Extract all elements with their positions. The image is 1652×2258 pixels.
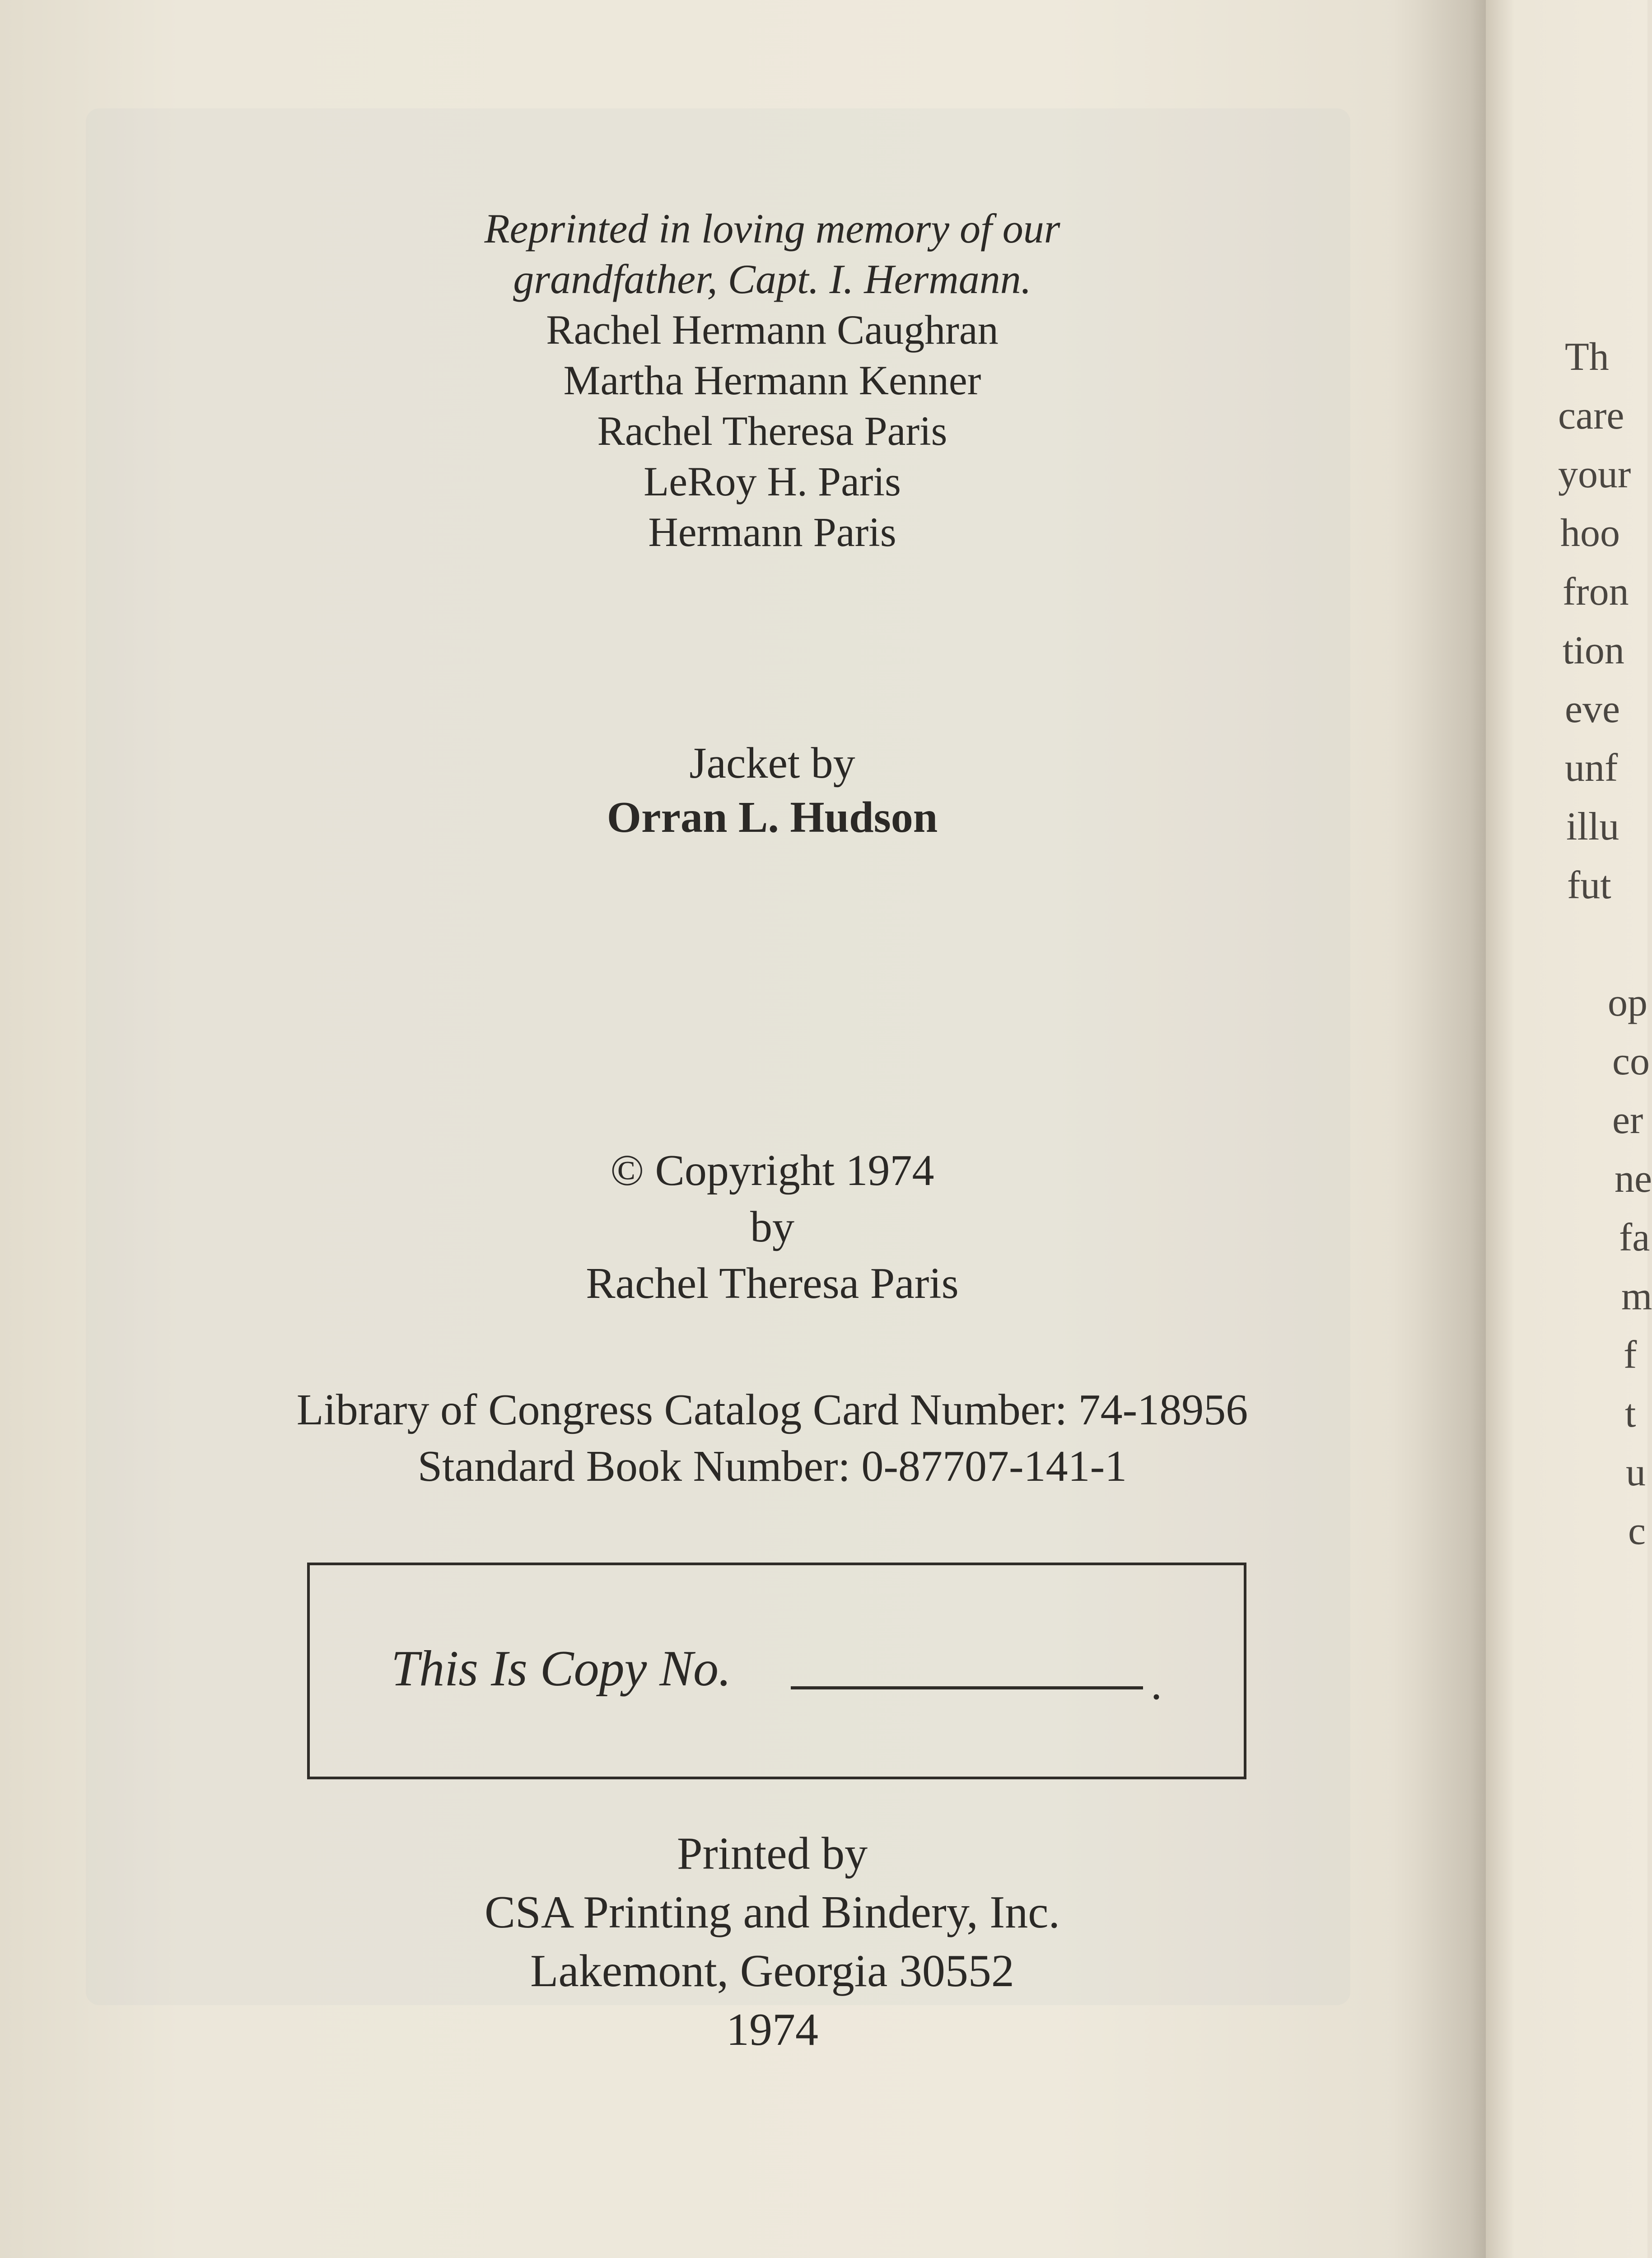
sbn-line: Standard Book Number: 0-87707-141-1 <box>417 1442 1127 1491</box>
printer-name: CSA Printing and Bindery, Inc. <box>484 1887 1060 1938</box>
adjacent-text-fragment: m <box>1621 1274 1652 1318</box>
jacket-label: Jacket by <box>689 739 855 788</box>
catalog-info <box>0 1382 1545 1495</box>
adjacent-text-fragment: care <box>1558 394 1624 438</box>
copyright-line-3: Rachel Theresa Paris <box>586 1259 959 1308</box>
copy-number-blank <box>791 1686 1143 1689</box>
adjacent-text-fragment: fa <box>1619 1216 1650 1260</box>
adjacent-text-fragment: t <box>1625 1392 1636 1436</box>
copyright-notice <box>0 1143 1545 1312</box>
dedication-line-1: Reprinted in loving memory of our <box>484 205 1060 252</box>
dedication-block <box>0 203 1545 557</box>
adjacent-text-fragment: illu <box>1566 805 1619 849</box>
adjacent-text-fragment: tion <box>1563 629 1624 672</box>
printer-label: Printed by <box>677 1828 868 1879</box>
dedication-name: Martha Hermann Kenner <box>563 357 981 403</box>
adjacent-text-fragment: hoo <box>1560 511 1620 555</box>
adjacent-text-fragment: co <box>1612 1040 1650 1083</box>
adjacent-text-fragment: unf <box>1565 746 1618 790</box>
adjacent-text-fragment: fut <box>1567 863 1611 907</box>
adjacent-text-fragment: er <box>1612 1098 1643 1142</box>
dedication-name: Rachel Hermann Caughran <box>546 307 999 353</box>
copyright-line-1: © Copyright 1974 <box>610 1146 934 1195</box>
adjacent-text-fragment: f <box>1624 1333 1637 1377</box>
dedication-line-2: grandfather, Capt. I. Hermann. <box>513 256 1031 302</box>
dedication-name: LeRoy H. Paris <box>644 458 901 504</box>
printer-location: Lakemont, Georgia 30552 <box>530 1945 1014 1997</box>
dedication-name: Hermann Paris <box>648 509 896 555</box>
copyright-line-2: by <box>750 1203 794 1251</box>
adjacent-text-fragment: fron <box>1563 570 1629 614</box>
adjacent-page <box>1486 0 1652 2258</box>
adjacent-text-fragment: your <box>1558 453 1631 496</box>
dedication-name: Rachel Theresa Paris <box>597 408 947 454</box>
adjacent-text-fragment: eve <box>1565 687 1620 731</box>
copy-number-period: . <box>1151 1659 1162 1709</box>
adjacent-text-fragment: op <box>1608 981 1647 1025</box>
printer-info <box>0 1824 1545 2059</box>
copy-number-box <box>307 1563 1246 1779</box>
adjacent-text-fragment: Th <box>1565 335 1609 379</box>
copy-number-label: This Is Copy No. <box>391 1641 731 1697</box>
adjacent-text-fragment: c <box>1628 1509 1646 1553</box>
jacket-credit <box>0 736 1545 844</box>
printer-year: 1974 <box>726 2004 818 2055</box>
adjacent-text-fragment: ne <box>1615 1157 1652 1201</box>
adjacent-text-fragment: u <box>1626 1451 1646 1494</box>
lccn-line: Library of Congress Catalog Card Number: 74-18956 <box>296 1386 1248 1434</box>
jacket-artist: Orran L. Hudson <box>607 793 938 842</box>
